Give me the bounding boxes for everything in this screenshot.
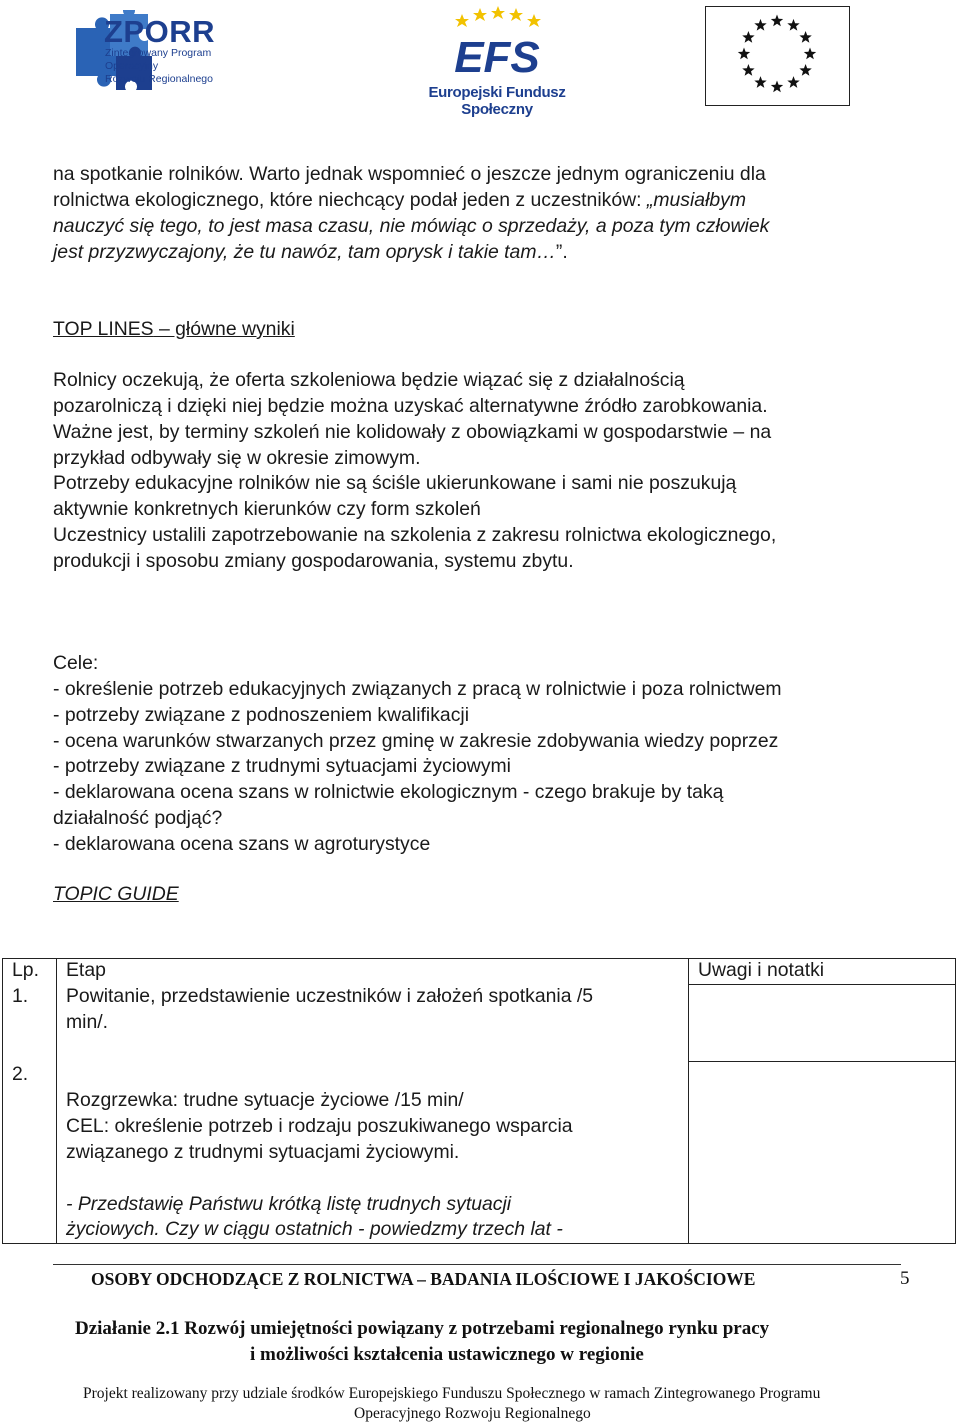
zporr-line-3: Rozwoju Regionalnego	[105, 73, 213, 85]
cele-line-5: - deklarowana ocena szans w rolnictwie ekologicznym - czego brakuje by taką	[53, 781, 724, 803]
eu-star-icon	[804, 48, 816, 60]
row2-etap-line-3: związanego z trudnymi sytuacjami życiowymi.	[66, 1141, 460, 1163]
zporr-line-2: Operacyjny	[105, 60, 159, 72]
footer-title: OSOBY ODCHODZĄCE Z ROLNICTWA – BADANIA ILOŚCIOWE I JAKOŚCIOWE	[91, 1269, 756, 1289]
footer-project-line-1: Projekt realizowany przy udziale środków Europejskiego Funduszu Społecznego w ramach Zintegrowanego Programu	[83, 1385, 821, 1402]
cele-line-3: - ocena warunków stwarzanych przez gminę w zakresie zdobywania wiedzy poprzez	[53, 730, 779, 752]
table-header-etap: Etap	[66, 959, 106, 981]
eu-star-icon	[738, 48, 750, 60]
eu-star-icon	[799, 31, 811, 43]
eu-star-icon	[771, 15, 783, 27]
svg-text:EFS: EFS	[454, 33, 540, 82]
eu-stars-icon	[706, 7, 848, 104]
top-lines-line-4: przykład odbywały się w okresie zimowym.	[53, 447, 421, 469]
top-lines-line-2: pozarolniczą i dzięki niej będzie można uzyskać alternatywne źródło zarobkowania.	[53, 395, 768, 417]
top-lines-line-1: Rolnicy oczekują, że oferta szkoleniowa będzie wiązać się z działalnością	[53, 369, 685, 391]
cele-line-1: - określenie potrzeb edukacyjnych związanych z pracą w rolnictwie i poza rolnictwem	[53, 678, 782, 700]
eu-star-icon	[787, 76, 799, 88]
intro-line-2: rolnictwa ekologicznego, które niechcący podał jeden z uczestników: „musiałbym	[53, 189, 747, 211]
row2-etap-line-1: Rozgrzewka: trudne sytuacje życiowe /15 min/	[66, 1089, 464, 1111]
row1-etap-line-2: min/.	[66, 1011, 109, 1033]
topic-guide-heading: TOPIC GUIDE	[53, 883, 179, 905]
cele-heading: Cele:	[53, 652, 99, 674]
eu-flag-logo	[705, 6, 850, 106]
cele-line-4: - potrzeby związane z trudnymi sytuacjami życiowymi	[53, 755, 511, 777]
cele-line-2: - potrzeby związane z podnoszeniem kwalifikacji	[53, 704, 470, 726]
footer-action-line-2: i możliwości kształcenia ustawicznego w regionie	[250, 1344, 644, 1365]
top-lines-line-7: Uczestnicy ustalili zapotrzebowanie na szkolenia z zakresu rolnictwa ekologicznego,	[53, 524, 777, 546]
eu-star-icon	[787, 19, 799, 31]
topic-guide-table	[2, 958, 956, 1244]
table-header-uwagi: Uwagi i notatki	[698, 959, 825, 981]
efs-name: Europejski Fundusz Społeczny	[428, 84, 566, 118]
efs-logo	[412, 4, 582, 118]
top-lines-line-8: produkcji i sposobu zmiany gospodarowania, systemu zbytu.	[53, 550, 574, 572]
row2-etap-italic-1: - Przedstawię Państwu krótką listę trudnych sytuacji	[66, 1193, 512, 1215]
cele-line-6: działalność podjąć?	[53, 807, 223, 829]
eu-star-icon	[742, 64, 754, 76]
footer-action-line-1: Działanie 2.1 Rozwój umiejętności powiązany z potrzebami regionalnego rynku pracy	[75, 1318, 770, 1339]
row2-etap-line-2: CEL: określenie potrzeb i rodzaju poszukiwanego wsparcia	[66, 1115, 573, 1137]
zporr-title: ZPORR	[104, 14, 215, 49]
top-lines-line-3: Ważne jest, by terminy szkoleń nie kolidowały z obowiązkami w gospodarstwie – na	[53, 421, 772, 443]
table-header-lp: Lp.	[12, 959, 39, 981]
cele-line-7: - deklarowana ocena szans w agroturystyce	[53, 833, 431, 855]
intro-line-1: na spotkanie rolników. Warto jednak wspomnieć o jeszcze jednym ograniczeniu dla	[53, 163, 766, 185]
row1-etap-line-1: Powitanie, przedstawienie uczestników i założeń spotkania /5	[66, 985, 594, 1007]
efs-emblem-icon	[412, 4, 582, 82]
footer-project-line-2: Operacyjnego Rozwoju Regionalnego	[354, 1405, 591, 1422]
top-lines-line-5: Potrzeby edukacyjne rolników nie są ściśle ukierunkowane i sami nie poszukują	[53, 472, 737, 494]
intro-line-3: nauczyć się tego, to jest masa czasu, nie mówiąc o sprzedaży, a poza tym człowiek	[53, 215, 770, 237]
eu-star-icon	[799, 64, 811, 76]
top-lines-heading: TOP LINES – główne wyniki	[53, 318, 295, 340]
zporr-line-1: Zintegrowany Program	[105, 47, 212, 59]
intro-line-4: jest przyzwyczajony, że tu nawóz, tam oprysk i takie tam…”.	[53, 241, 568, 263]
eu-star-icon	[754, 76, 766, 88]
eu-star-icon	[771, 81, 783, 93]
footer-rule	[53, 1264, 901, 1265]
eu-star-icon	[742, 31, 754, 43]
row2-etap-italic-2: życiowych. Czy w ciągu ostatnich - powiedzmy trzech lat -	[66, 1218, 563, 1240]
top-lines-line-6: aktywnie konkretnych kierunków czy form szkoleń	[53, 498, 481, 520]
row2-lp: 2.	[12, 1063, 29, 1085]
page-number: 5	[900, 1268, 910, 1289]
row1-lp: 1.	[12, 985, 29, 1007]
eu-star-icon	[754, 19, 766, 31]
